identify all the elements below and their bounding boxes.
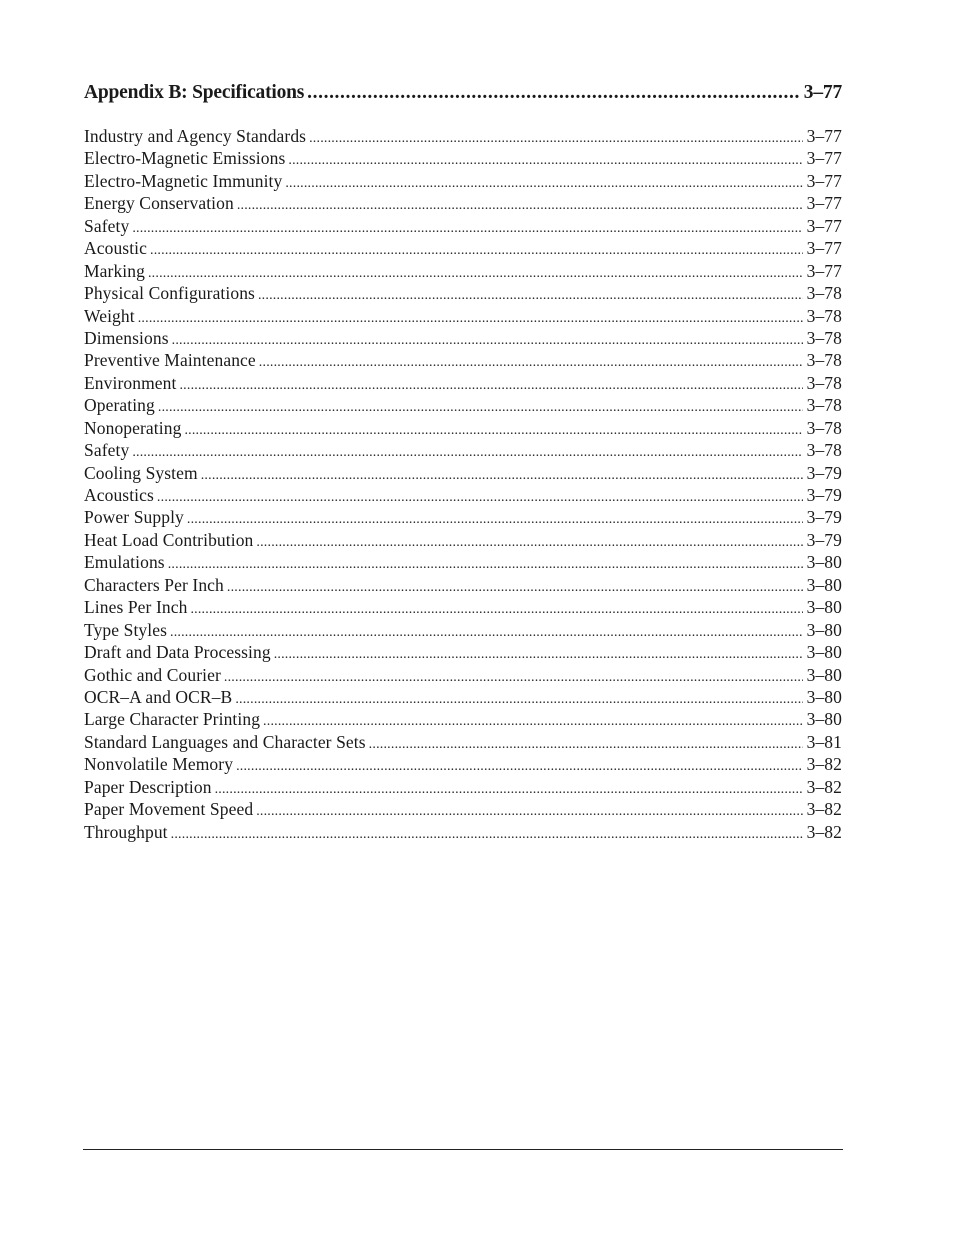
toc-entry-label: Type Styles: [84, 619, 167, 640]
toc-entry[interactable]: [84, 147, 842, 169]
toc-entry-label: Paper Description: [84, 776, 212, 797]
toc-entry-label: Large Character Printing: [84, 709, 261, 730]
toc-entry-label: Weight: [84, 305, 135, 326]
toc-entry-list: [84, 125, 842, 843]
toc-entry-label: Nonoperating: [84, 417, 182, 438]
toc-entry-page-number: 3–81: [806, 731, 842, 752]
toc-entry-page-number: 3–78: [806, 283, 842, 304]
toc-entry-label: Heat Load Contribution: [84, 529, 254, 550]
toc-entry-page-number: 3–80: [806, 552, 842, 573]
toc-entry[interactable]: [84, 821, 842, 843]
toc-entry-page-number: 3–80: [806, 597, 842, 618]
toc-entry-page-number: 3–78: [806, 440, 842, 461]
toc-entry-page-number: 3–82: [806, 799, 842, 820]
toc-entry-label: Electro-Magnetic Emissions: [84, 148, 286, 169]
toc-entry-page-number: 3–77: [806, 193, 842, 214]
toc-entry[interactable]: [84, 462, 842, 484]
toc-entry[interactable]: [84, 237, 842, 259]
toc-entry-label: OCR–A and OCR–B: [84, 686, 233, 707]
toc-entry[interactable]: [84, 619, 842, 641]
toc-entry[interactable]: [84, 192, 842, 214]
toc-entry-label: Energy Conservation: [84, 193, 234, 214]
toc-entry-label: Throughput: [84, 821, 168, 842]
toc-entry[interactable]: [84, 327, 842, 349]
toc-entry-page-number: 3–77: [806, 215, 842, 236]
toc-entry-page-number: 3–82: [806, 821, 842, 842]
toc-entry[interactable]: [84, 731, 842, 753]
toc-entry-label: Industry and Agency Standards: [84, 126, 307, 146]
dot-leader: [171, 821, 803, 846]
toc-entry-label: Physical Configurations: [84, 283, 255, 304]
toc-entry-page-number: 3–80: [806, 664, 842, 685]
toc-entry-page-number: 3–78: [806, 305, 842, 326]
toc-entry-page-number: 3–78: [806, 327, 842, 348]
toc-entry-page-number: 3–77: [806, 148, 842, 169]
toc-entry[interactable]: [84, 708, 842, 730]
toc-entry-label: Paper Movement Speed: [84, 799, 254, 820]
toc-entry-page-number: 3–80: [806, 642, 842, 663]
toc-entry[interactable]: [84, 641, 842, 663]
toc-entry[interactable]: [84, 664, 842, 686]
toc-entry-label: Characters Per Inch: [84, 574, 224, 595]
toc-entry[interactable]: [84, 170, 842, 192]
toc-entry-label: Lines Per Inch: [84, 597, 188, 618]
toc-entry-label: Emulations: [84, 552, 165, 573]
toc-entry[interactable]: [84, 776, 842, 798]
toc-entry-page-number: 3–82: [806, 776, 842, 797]
toc-entry-page-number: 3–78: [806, 350, 842, 371]
section-title: Appendix B: Specifications: [84, 82, 305, 103]
toc-entry-page-number: 3–82: [806, 754, 842, 775]
toc-entry[interactable]: [84, 753, 842, 775]
toc-entry-page-number: 3–80: [806, 686, 842, 707]
toc-entry[interactable]: [84, 305, 842, 327]
toc-entry[interactable]: [84, 417, 842, 439]
toc-entry-label: Cooling System: [84, 462, 198, 483]
toc-section-heading[interactable]: [84, 82, 842, 108]
toc-entry-label: Gothic and Courier: [84, 664, 221, 685]
toc-entry-label: Operating: [84, 395, 155, 416]
toc-entry-page-number: 3–80: [806, 619, 842, 640]
toc-entry[interactable]: [84, 282, 842, 304]
toc-entry[interactable]: [84, 798, 842, 820]
toc-entry-page-number: 3–78: [806, 372, 842, 393]
toc-entry-page-number: 3–79: [806, 485, 842, 505]
toc-entry[interactable]: [84, 551, 842, 573]
toc-entry-page-number: 3–78: [806, 395, 842, 416]
toc-entry[interactable]: [84, 125, 842, 147]
section-page-number: 3–77: [803, 82, 842, 103]
toc-entry-page-number: 3–77: [806, 260, 842, 281]
dot-leader: [307, 82, 800, 104]
toc-entry-page-number: 3–79: [806, 529, 842, 550]
toc-entry[interactable]: [84, 439, 842, 461]
toc-entry-page-number: 3–79: [806, 507, 842, 528]
toc-entry-label: Draft and Data Processing: [84, 642, 271, 663]
toc-entry-label: Electro-Magnetic Immunity: [84, 170, 283, 191]
toc-entry-page-number: 3–78: [806, 417, 842, 438]
toc-entry-label: Safety: [84, 215, 130, 236]
toc-entry-page-number: 3–77: [806, 238, 842, 259]
toc-entry-page-number: 3–77: [806, 126, 842, 146]
toc-entry-page-number: 3–80: [806, 709, 842, 730]
toc-entry-label: Nonvolatile Memory: [84, 754, 234, 775]
toc-entry[interactable]: [84, 349, 842, 371]
toc-entry-page-number: 3–79: [806, 462, 842, 483]
toc-entry[interactable]: [84, 215, 842, 237]
toc-entry[interactable]: [84, 260, 842, 282]
toc-entry-label: Acoustic: [84, 238, 148, 259]
toc-entry-label: Power Supply: [84, 507, 184, 528]
toc-entry-label: Dimensions: [84, 327, 169, 348]
footer-rule: [83, 1149, 843, 1150]
toc-entry-label: Environment: [84, 372, 177, 393]
toc-entry[interactable]: [84, 686, 842, 708]
toc-entry[interactable]: [84, 506, 842, 528]
toc-entry-label: Standard Languages and Character Sets: [84, 731, 366, 752]
toc-entry[interactable]: [84, 394, 842, 416]
toc-entry[interactable]: [84, 574, 842, 596]
toc-entry[interactable]: [84, 484, 842, 506]
toc-entry-label: Acoustics: [84, 485, 154, 505]
toc-entry[interactable]: [84, 596, 842, 618]
toc-entry-label: Marking: [84, 260, 145, 281]
toc-entry[interactable]: [84, 529, 842, 551]
toc-entry-label: Safety: [84, 440, 130, 461]
toc-entry-page-number: 3–80: [806, 574, 842, 595]
toc-entry[interactable]: [84, 372, 842, 394]
toc-entry-page-number: 3–77: [806, 170, 842, 191]
toc-entry-label: Preventive Maintenance: [84, 350, 256, 371]
